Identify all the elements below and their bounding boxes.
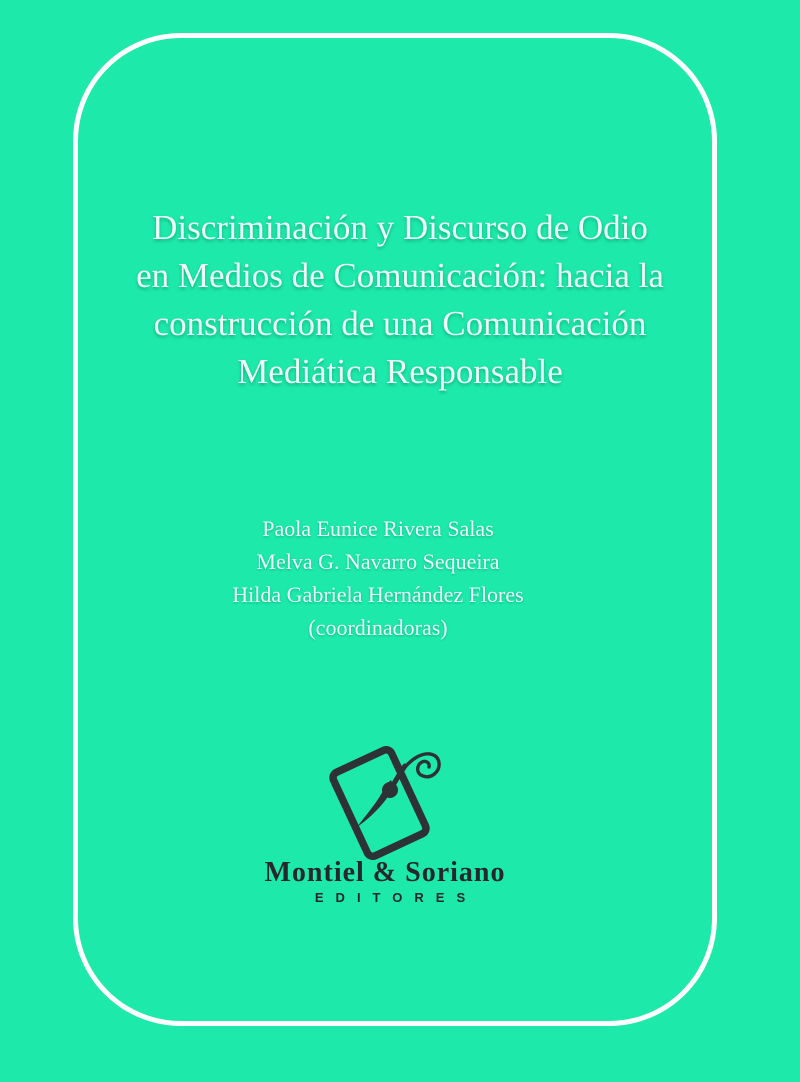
publisher-subtitle: EDITORES — [314, 890, 478, 905]
author-name: Hilda Gabriela Hernández Flores — [232, 582, 524, 607]
title-line-1: Discriminación y Discurso de Odio — [152, 208, 648, 247]
publisher-name: Montiel & Soriano — [264, 857, 506, 888]
title-line-2: en Medios de Comunicación: hacia la — [136, 256, 664, 295]
author-name: Paola Eunice Rivera Salas — [262, 516, 494, 541]
needle-and-thread-logo-icon — [320, 735, 490, 870]
title-line-4: Mediática Responsable — [237, 352, 563, 391]
authors-list — [0, 512, 778, 644]
title-line-3: construcción de una Comunicación — [153, 304, 647, 343]
author-name: Melva G. Navarro Sequeira — [256, 549, 500, 574]
book-title — [0, 204, 800, 396]
authors-role-note: (coordinadoras) — [308, 615, 448, 640]
